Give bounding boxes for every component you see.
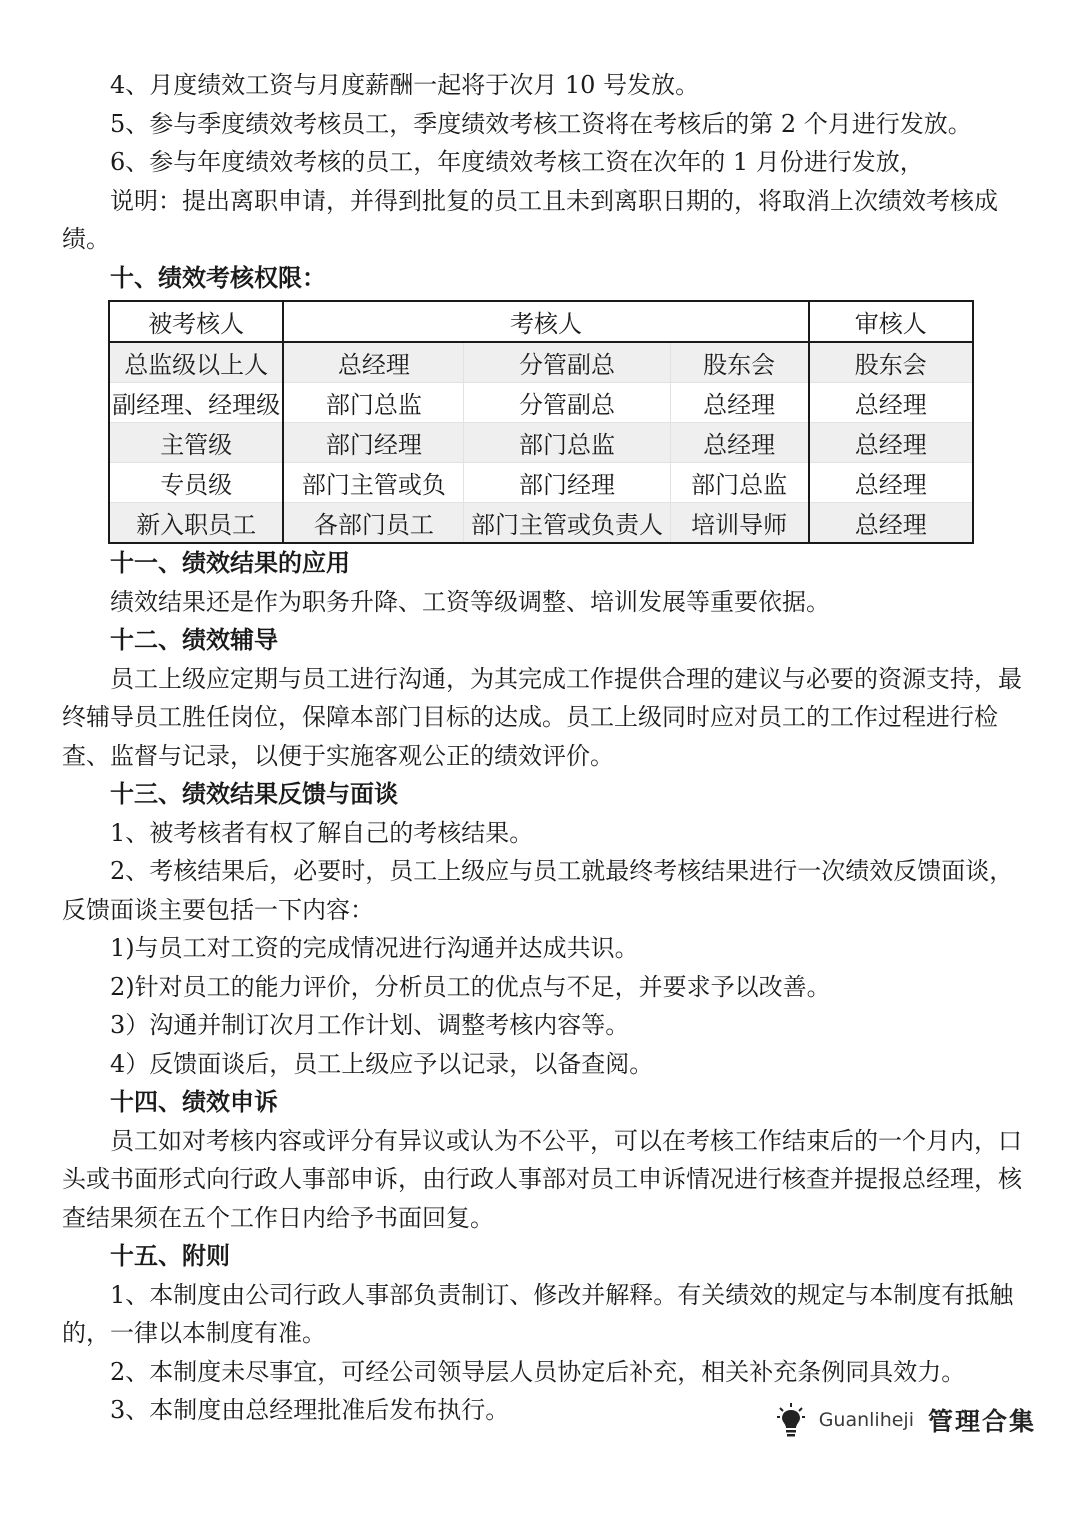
table-row bbox=[109, 423, 973, 463]
table-cell: 分管副总 bbox=[464, 342, 670, 383]
section-heading-10: 十、绩效考核权限： bbox=[110, 262, 326, 292]
paragraph: 1、被考核者有权了解自己的考核结果。 bbox=[110, 818, 534, 847]
table-header-cell: 审核人 bbox=[809, 301, 973, 342]
table-cell: 培训导师 bbox=[670, 503, 808, 544]
list-item: 2)针对员工的能力评价，分析员工的优点与不足，并要求予以改善。 bbox=[110, 972, 831, 1001]
table-header-cell: 被考核人 bbox=[109, 301, 283, 342]
list-item: 1、本制度由公司行政人事部负责制订、修改并解释。有关绩效的规定与本制度有抵触的，一律以本制度有准。 bbox=[62, 1280, 1014, 1347]
table-cell: 主管级 bbox=[109, 423, 283, 463]
brand-footer bbox=[777, 1402, 1036, 1438]
table-cell: 各部门员工 bbox=[283, 503, 463, 544]
table-header-row bbox=[109, 301, 973, 342]
section-heading-12: 十二、绩效辅导 bbox=[110, 625, 278, 654]
brand-name-en: Guanliheji bbox=[818, 1409, 914, 1431]
table-cell: 部门总监 bbox=[283, 383, 463, 423]
table-cell: 总经理 bbox=[809, 463, 973, 503]
section-heading-11: 十一、绩效结果的应用 bbox=[110, 548, 350, 577]
list-item: 3）沟通并制订次月工作计划、调整考核内容等。 bbox=[110, 1011, 630, 1039]
assessment-authority-table bbox=[108, 300, 974, 544]
section-heading-14: 十四、绩效申诉 bbox=[110, 1087, 278, 1116]
list-item: 4）反馈面谈后，员工上级应予以记录，以备查阅。 bbox=[110, 1049, 654, 1078]
paragraph: 员工上级应定期与员工进行沟通，为其完成工作提供合理的建议与必要的资源支持，最终辅导员工胜任岗位，保障本部门目标的达成。员工上级同时应对员工的工作过程进行检查、监督与记录，以便于实施客观公正的绩效评价。 bbox=[62, 664, 1022, 770]
paragraph: 员工如对考核内容或评分有异议或认为不公平，可以在考核工作结束后的一个月内，口头或书面形式向行政人事部申诉，由行政人事部对员工申诉情况进行核查并提报总经理，核查结果须在五个工作日内给予书面回复。 bbox=[62, 1126, 1022, 1232]
table-row bbox=[109, 383, 973, 423]
lightbulb-icon bbox=[777, 1402, 805, 1438]
table-cell: 总监级以上人 bbox=[109, 342, 283, 383]
table-cell: 总经理 bbox=[670, 423, 808, 463]
table-row bbox=[109, 342, 973, 383]
table-cell: 副经理、经理级 bbox=[109, 383, 283, 423]
paragraph: 5、参与季度绩效考核员工，季度绩效考核工资将在考核后的第 2 个月进行发放。 bbox=[110, 109, 972, 138]
table-cell: 部门总监 bbox=[464, 423, 670, 463]
section-heading-13: 十三、绩效结果反馈与面谈 bbox=[110, 779, 398, 808]
brand-name-cn: 管理合集 bbox=[927, 1407, 1036, 1436]
list-item: 3、本制度由总经理批准后发布执行。 bbox=[110, 1396, 510, 1424]
paragraph: 6、参与年度绩效考核的员工，年度绩效考核工资在次年的 1 月份进行发放， bbox=[110, 148, 924, 176]
paragraph: 4、月度绩效工资与月度薪酬一起将于次月 10 号发放。 bbox=[110, 71, 700, 99]
table-cell: 总经理 bbox=[670, 383, 808, 423]
table-cell: 新入职员工 bbox=[109, 503, 283, 544]
table-row bbox=[109, 503, 973, 544]
table-cell: 总经理 bbox=[809, 503, 973, 544]
table-cell: 分管副总 bbox=[464, 383, 670, 423]
table-header-cell: 考核人 bbox=[283, 301, 808, 342]
paragraph: 绩效结果还是作为职务升降、工资等级调整、培训发展等重要依据。 bbox=[110, 587, 830, 616]
table-cell: 总经理 bbox=[809, 423, 973, 463]
table-row bbox=[109, 463, 973, 503]
section-heading-15: 十五、附则 bbox=[110, 1241, 230, 1270]
table-cell: 总经理 bbox=[283, 342, 463, 383]
table-cell: 总经理 bbox=[809, 383, 973, 423]
table-cell: 部门总监 bbox=[670, 463, 808, 503]
list-item: 1)与员工对工资的完成情况进行沟通并达成共识。 bbox=[110, 934, 639, 962]
paragraph: 说明：提出离职申请，并得到批复的员工且未到离职日期的，将取消上次绩效考核成绩。 bbox=[62, 186, 998, 253]
paragraph: 2、考核结果后，必要时，员工上级应与员工就最终考核结果进行一次绩效反馈面谈，反馈面谈主要包括一下内容： bbox=[62, 857, 1014, 924]
table-cell: 部门主管或负责人 bbox=[464, 503, 670, 544]
document-page bbox=[62, 66, 1032, 1430]
table-cell: 部门经理 bbox=[464, 463, 670, 503]
table-cell: 部门经理 bbox=[283, 423, 463, 463]
list-item: 2、本制度未尽事宜，可经公司领导层人员协定后补充，相关补充条例同具效力。 bbox=[110, 1357, 966, 1386]
table-cell: 专员级 bbox=[109, 463, 283, 503]
table-cell: 股东会 bbox=[809, 342, 973, 383]
table-cell: 股东会 bbox=[670, 342, 808, 383]
table-cell: 部门主管或负 bbox=[283, 463, 463, 503]
